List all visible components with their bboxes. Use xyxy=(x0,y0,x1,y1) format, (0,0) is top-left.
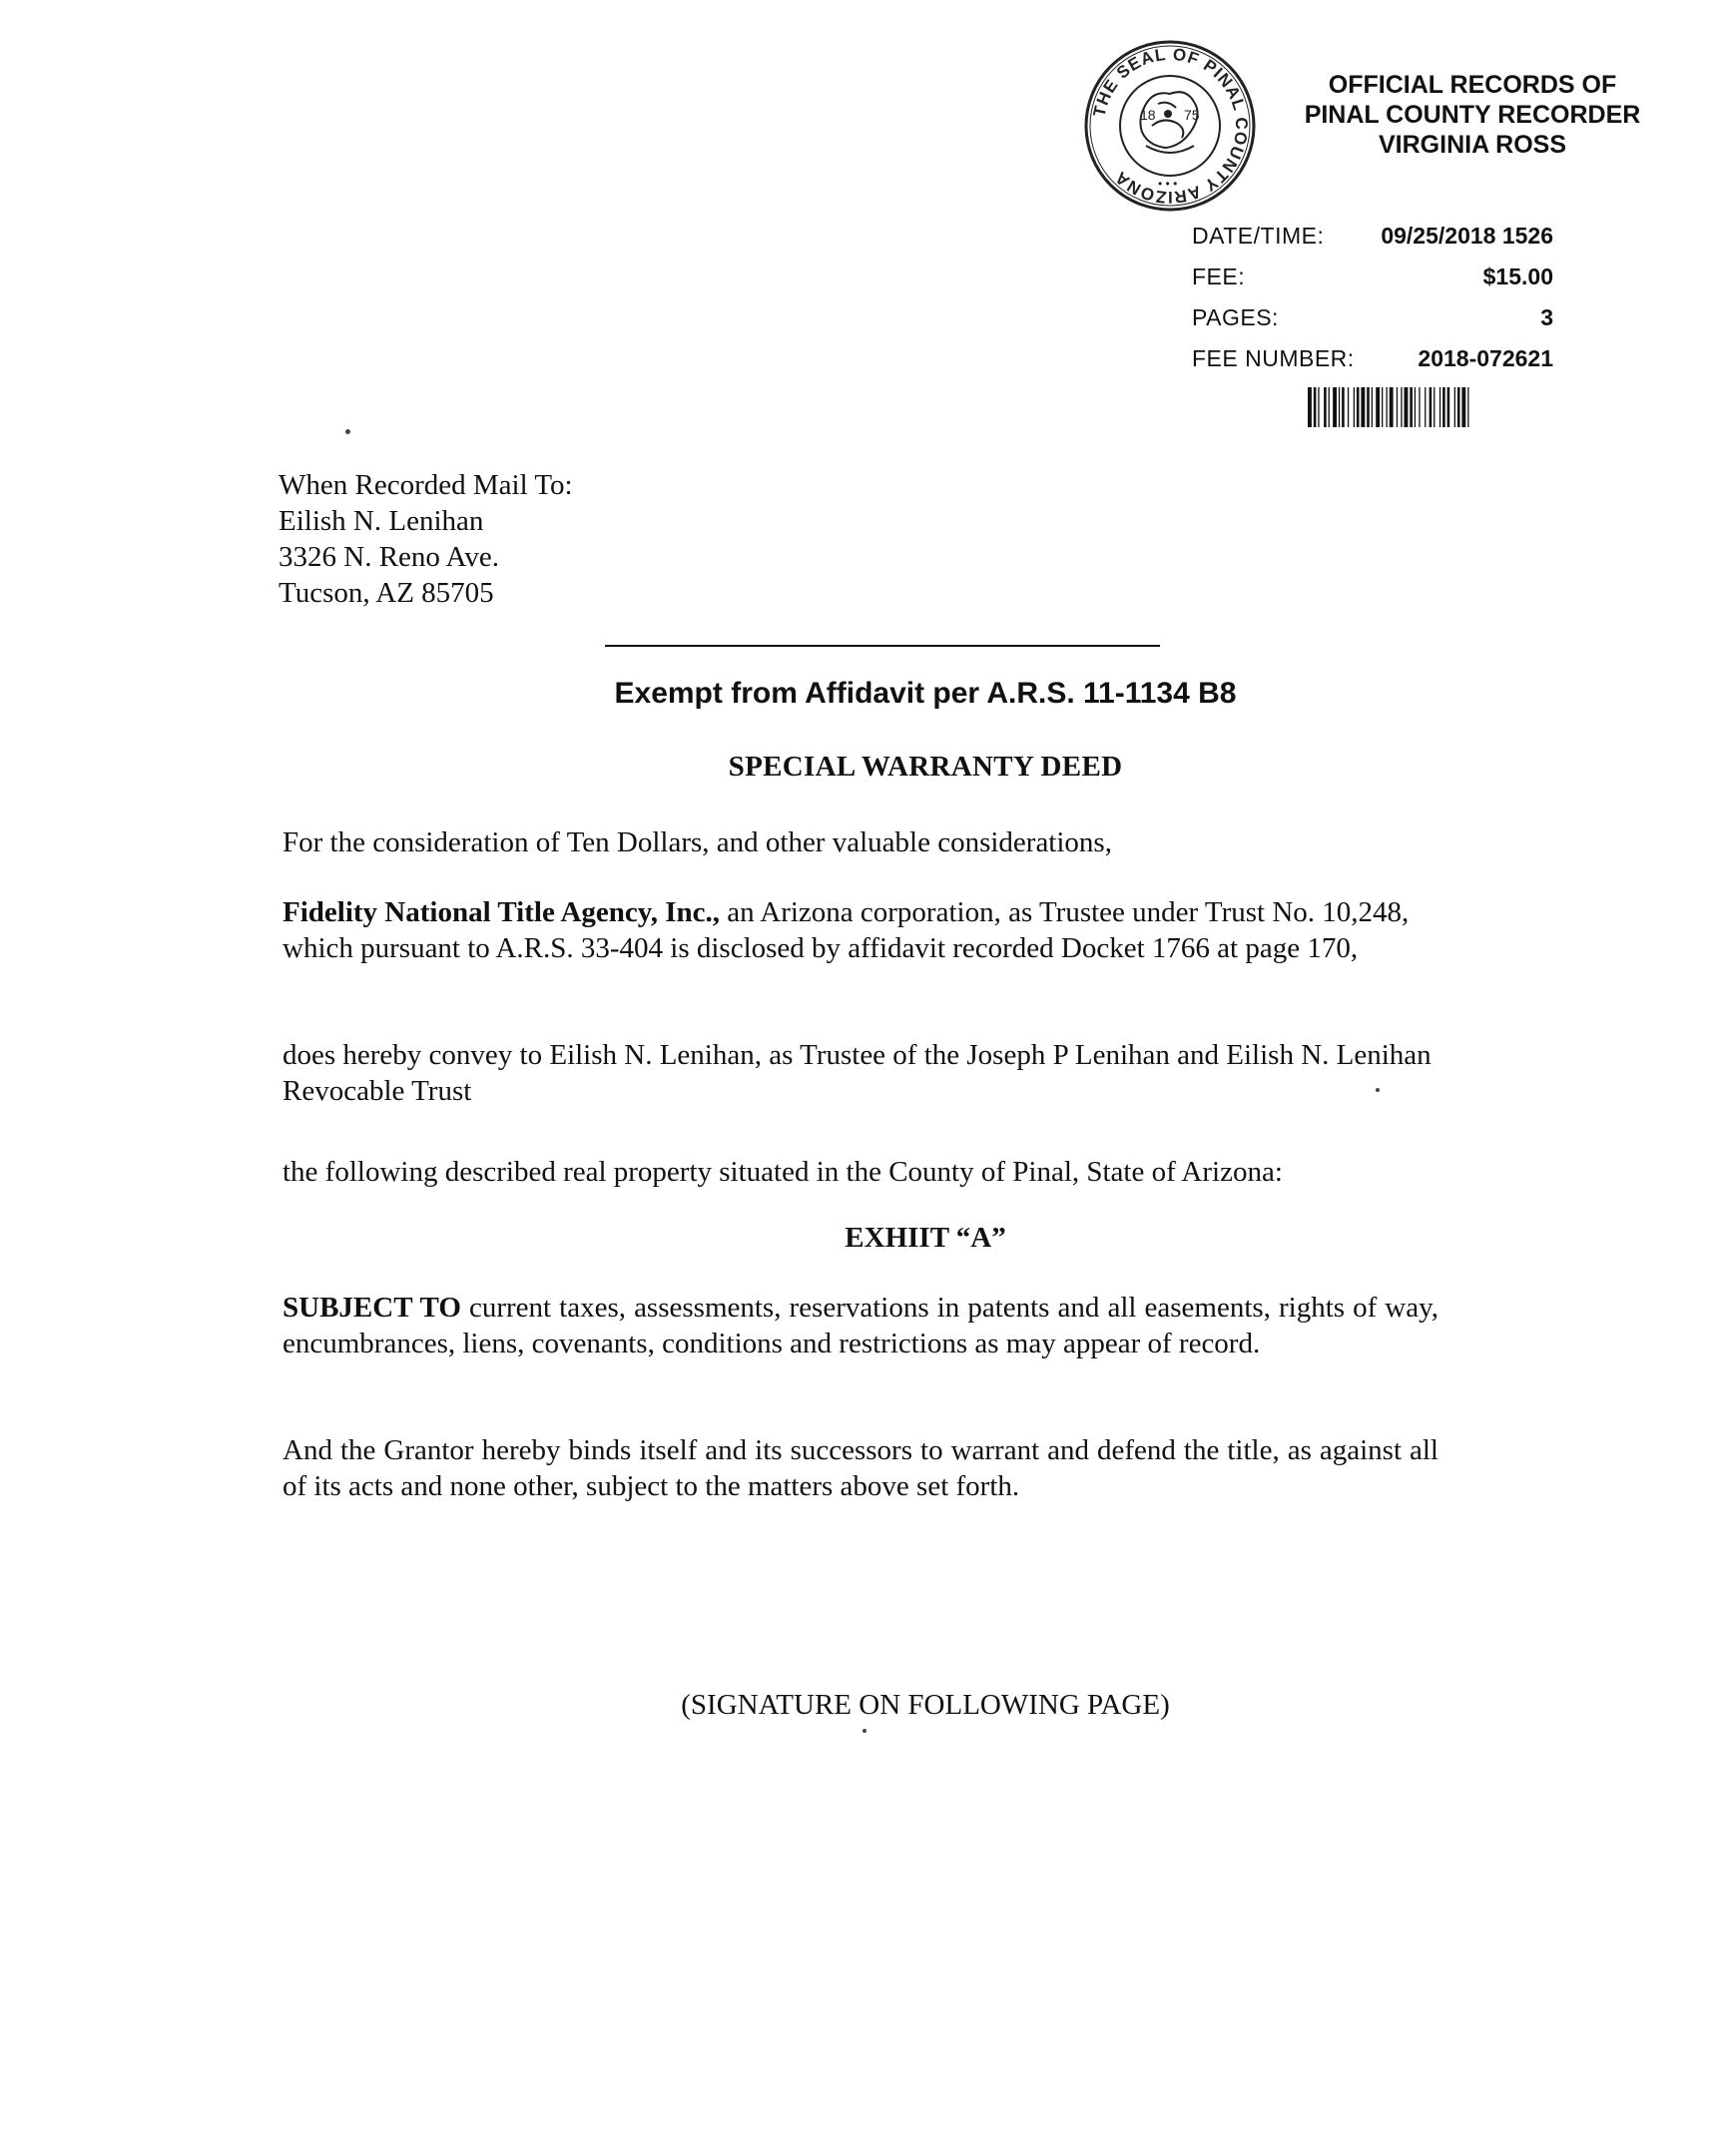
fee-label: FEE: xyxy=(1192,264,1246,289)
barcode-bar xyxy=(1324,387,1327,427)
barcode-bar xyxy=(1454,387,1455,427)
barcode-bar xyxy=(1447,387,1450,427)
barcode-bar xyxy=(1376,387,1380,427)
barcode-bar xyxy=(1467,387,1468,427)
barcode-bar xyxy=(1410,387,1413,427)
barcode-bar xyxy=(1318,387,1319,427)
recording-info-row xyxy=(1192,263,1553,303)
seal-year-right: 75 xyxy=(1184,107,1200,123)
barcode-bar xyxy=(1439,387,1440,427)
recorder-line-1: OFFICIAL RECORDS OF xyxy=(1328,71,1617,99)
pages-value: 3 xyxy=(1540,304,1553,330)
subject-to-text: current taxes, assessments, reservations in patents and all easements, rights of way, encumbrances, liens, covenants, conditions and restrictions as may appear of record. xyxy=(283,1292,1438,1359)
barcode-bar xyxy=(1442,387,1445,427)
barcode-bar xyxy=(1415,387,1416,427)
exempt-line: Exempt from Affidavit per A.R.S. 11-1134 B8 xyxy=(614,677,1237,710)
fee-value: $15.00 xyxy=(1482,264,1553,289)
barcode-graphic xyxy=(1308,387,1567,427)
barcode-bar xyxy=(1461,387,1465,427)
recording-info-row xyxy=(1192,303,1553,344)
svg-text:• • •: • • • xyxy=(1158,177,1178,191)
scan-speck xyxy=(345,429,350,434)
barcode-bar xyxy=(1425,387,1426,427)
divider-rule xyxy=(605,645,1160,647)
mail-to-street: 3326 N. Reno Ave. xyxy=(279,541,499,573)
grantor-details: an Arizona corporation, as Trustee under Trust No. 10,248, which pursuant to A.R.S. 33-404 is disclosed by affidavit recorded Docket 1766 at page 170, xyxy=(283,896,1410,964)
subject-to-lead: SUBJECT TO xyxy=(283,1292,461,1324)
barcode-bar xyxy=(1390,387,1394,427)
recorder-header xyxy=(1268,70,1677,160)
barcode-bar xyxy=(1308,387,1312,427)
recording-info-row xyxy=(1192,222,1553,263)
barcode-bar xyxy=(1372,387,1373,427)
recording-info-row xyxy=(1192,344,1553,385)
barcode-bar xyxy=(1419,387,1420,427)
mail-to-block xyxy=(279,467,573,611)
barcode-bar xyxy=(1387,387,1388,427)
barcode-bar xyxy=(1367,387,1370,427)
county-seal xyxy=(1082,38,1258,214)
grantor-paragraph xyxy=(283,894,1438,966)
property-paragraph: the following described real property situated in the County of Pinal, State of Arizona: xyxy=(283,1156,1283,1188)
seal-ring-text: THE SEAL OF PINAL COUNTY ARIZONA xyxy=(1089,44,1252,208)
barcode-bar xyxy=(1339,387,1340,427)
barcode-bar xyxy=(1361,387,1365,427)
recorder-line-3: VIRGINIA ROSS xyxy=(1379,131,1566,159)
barcode xyxy=(1308,387,1567,427)
barcode-bar xyxy=(1342,387,1345,427)
grantor-name: Fidelity National Title Agency, Inc., xyxy=(283,896,720,928)
seal-year-left: 18 xyxy=(1140,107,1156,123)
mail-to-name: Eilish N. Lenihan xyxy=(279,505,484,537)
barcode-bar xyxy=(1314,387,1317,427)
signature-note: (SIGNATURE ON FOLLOWING PAGE) xyxy=(681,1689,1170,1721)
barcode-bar xyxy=(1401,387,1402,427)
date-time-label: DATE/TIME: xyxy=(1192,223,1325,249)
warranty-paragraph: And the Grantor hereby binds itself and its successors to warrant and defend the title, as against all of its acts and none other, subject to the matters above set forth. xyxy=(283,1434,1438,1502)
barcode-bar xyxy=(1333,387,1337,427)
barcode-bar xyxy=(1329,387,1330,427)
recorder-line-2: PINAL COUNTY RECORDER xyxy=(1304,101,1641,129)
barcode-bar xyxy=(1457,387,1460,427)
barcode-bar xyxy=(1434,387,1435,427)
date-time-value: 09/25/2018 1526 xyxy=(1381,223,1553,249)
mail-to-city: Tucson, AZ 85705 xyxy=(279,577,494,609)
conveyance-paragraph: does hereby convey to Eilish N. Lenihan, as Trustee of the Joseph P Lenihan and Eilish N. Lenihan Revocable Trust xyxy=(283,1039,1432,1107)
barcode-bar xyxy=(1430,387,1433,427)
barcode-bar xyxy=(1405,387,1409,427)
consideration-paragraph: For the consideration of Ten Dollars, and other valuable considerations, xyxy=(283,826,1112,858)
barcode-bar xyxy=(1397,387,1398,427)
seal-graphic xyxy=(1082,38,1258,214)
barcode-bar xyxy=(1382,387,1383,427)
recording-info xyxy=(1192,222,1553,385)
scan-speck xyxy=(862,1729,866,1733)
mail-to-heading: When Recorded Mail To: xyxy=(279,469,573,501)
exhibit-heading: EXHIIT “A” xyxy=(845,1222,1006,1254)
pages-label: PAGES: xyxy=(1192,304,1279,330)
deed-title: SPECIAL WARRANTY DEED xyxy=(728,751,1123,783)
subject-to-paragraph xyxy=(283,1290,1438,1361)
barcode-bar xyxy=(1357,387,1360,427)
fee-number-value: 2018-072621 xyxy=(1418,345,1553,371)
fee-number-label: FEE NUMBER: xyxy=(1192,345,1355,371)
barcode-bar xyxy=(1354,387,1355,427)
barcode-bar xyxy=(1348,387,1349,427)
